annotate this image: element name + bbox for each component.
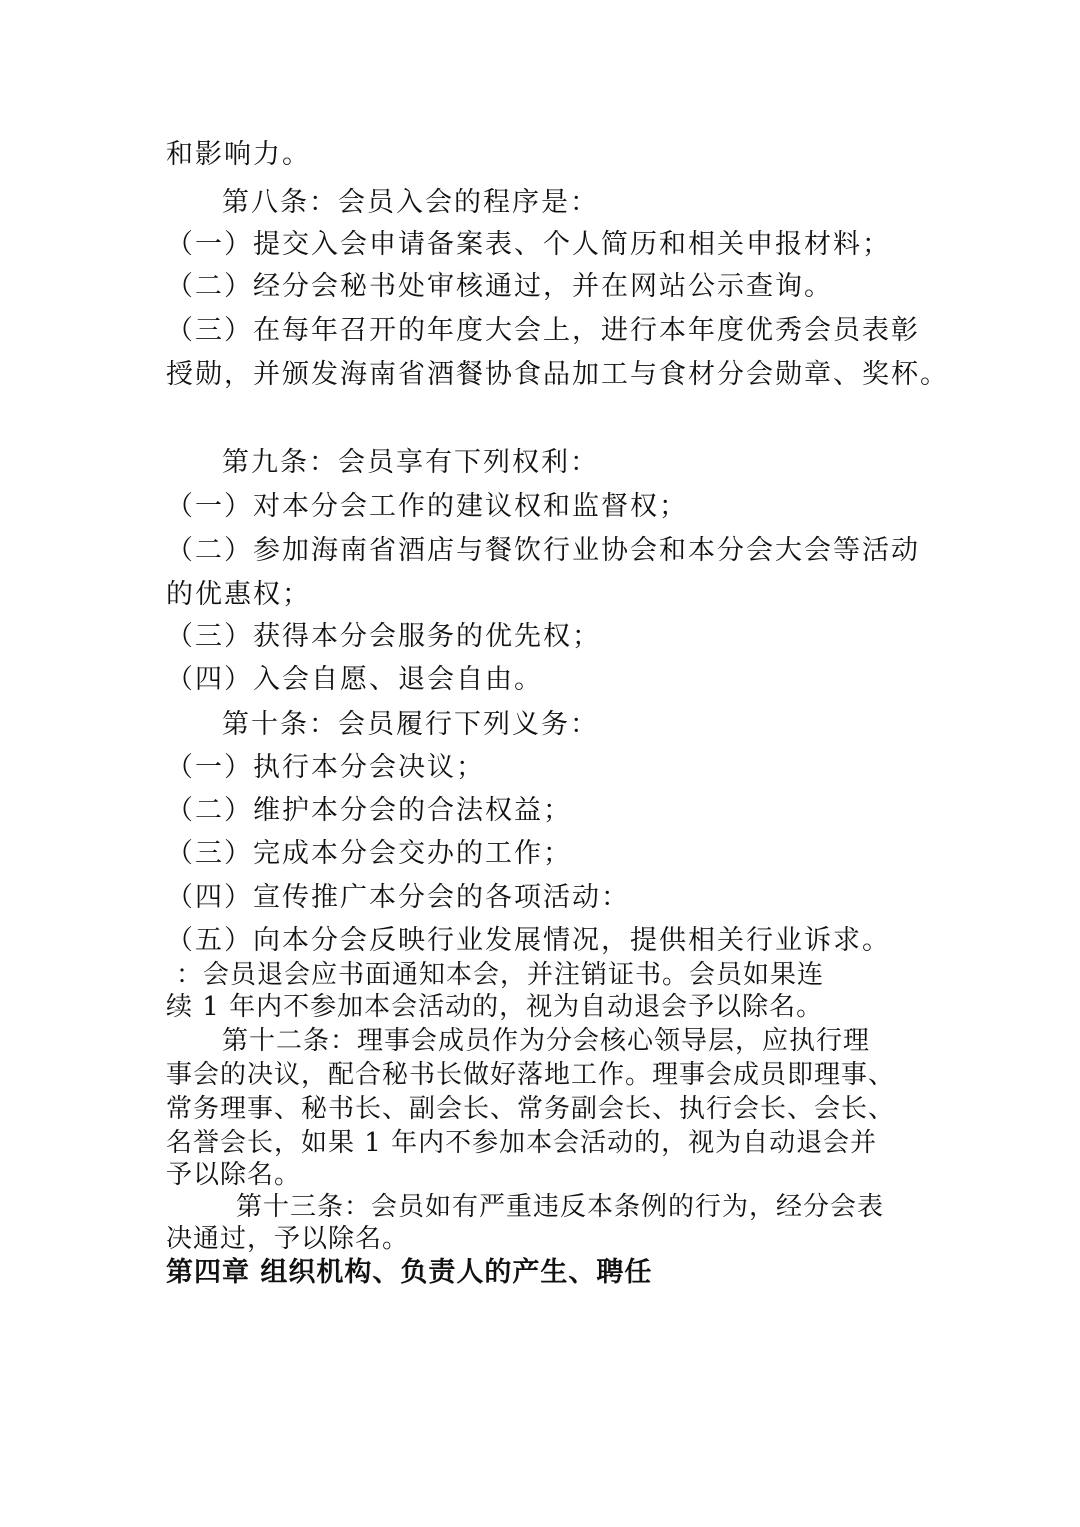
article-10-heading: 第十条：会员履行下列义务： [222, 709, 599, 740]
article-13-text: 第十三条：会员如有严重违反本条例的行为，经分会表 [236, 1192, 885, 1222]
text-line: 常务理事、秘书长、副会长、常务副会长、执行会长、会长、 [166, 1094, 896, 1124]
article-9-heading: 第九条：会员享有下列权利： [222, 447, 599, 478]
text-line: 续 1 年内不参加本会活动的，视为自动退会予以除名。 [166, 992, 824, 1022]
text-line: （二）维护本分会的合法权益； [166, 795, 572, 826]
text-line: （三）获得本分会服务的优先权； [166, 621, 601, 652]
text-line: （二）经分会秘书处审核通过，并在网站公示查询。 [166, 271, 833, 302]
text-line: 授勋，并颁发海南省酒餐协食品加工与食材分会勋章、奖杯。 [166, 359, 949, 390]
text-line: 和影响力。 [166, 139, 311, 170]
text-line: （二）参加海南省酒店与餐饮行业协会和本分会大会等活动 [166, 535, 920, 566]
text-line: （三）在每年召开的年度大会上，进行本年度优秀会员表彰 [166, 315, 920, 346]
text-line: （一）对本分会工作的建议权和监督权； [166, 491, 688, 522]
text-line: 的优惠权； [166, 579, 311, 610]
text-line: （一）提交入会申请备案表、个人简历和相关申报材料； [166, 229, 891, 260]
text-line: 事会的决议，配合秘书长做好落地工作。理事会成员即理事、 [166, 1060, 896, 1090]
text-line: 名誉会长，如果 1 年内不参加本会活动的，视为自动退会并 [166, 1128, 878, 1158]
chapter-4-heading: 第四章 组织机构、负责人的产生、聘任 [166, 1257, 653, 1288]
text-line: 予以除名。 [166, 1160, 302, 1190]
text-line: （四）宣传推广本分会的各项活动： [166, 882, 630, 913]
article-8-heading: 第八条：会员入会的程序是： [222, 187, 599, 218]
article-12-text: 第十二条：理事会成员作为分会核心领导层，应执行理 [222, 1026, 871, 1056]
text-line: 决通过，予以除名。 [166, 1224, 410, 1254]
text-line: （三）完成本分会交办的工作； [166, 838, 572, 869]
article-11-text: ：会员退会应书面通知本会，并注销证书。会员如果连 [176, 960, 825, 990]
text-line: （四）入会自愿、退会自由。 [166, 664, 543, 695]
text-line: （一）执行本分会决议； [166, 752, 485, 783]
text-line: （五）向本分会反映行业发展情况，提供相关行业诉求。 [166, 925, 891, 956]
